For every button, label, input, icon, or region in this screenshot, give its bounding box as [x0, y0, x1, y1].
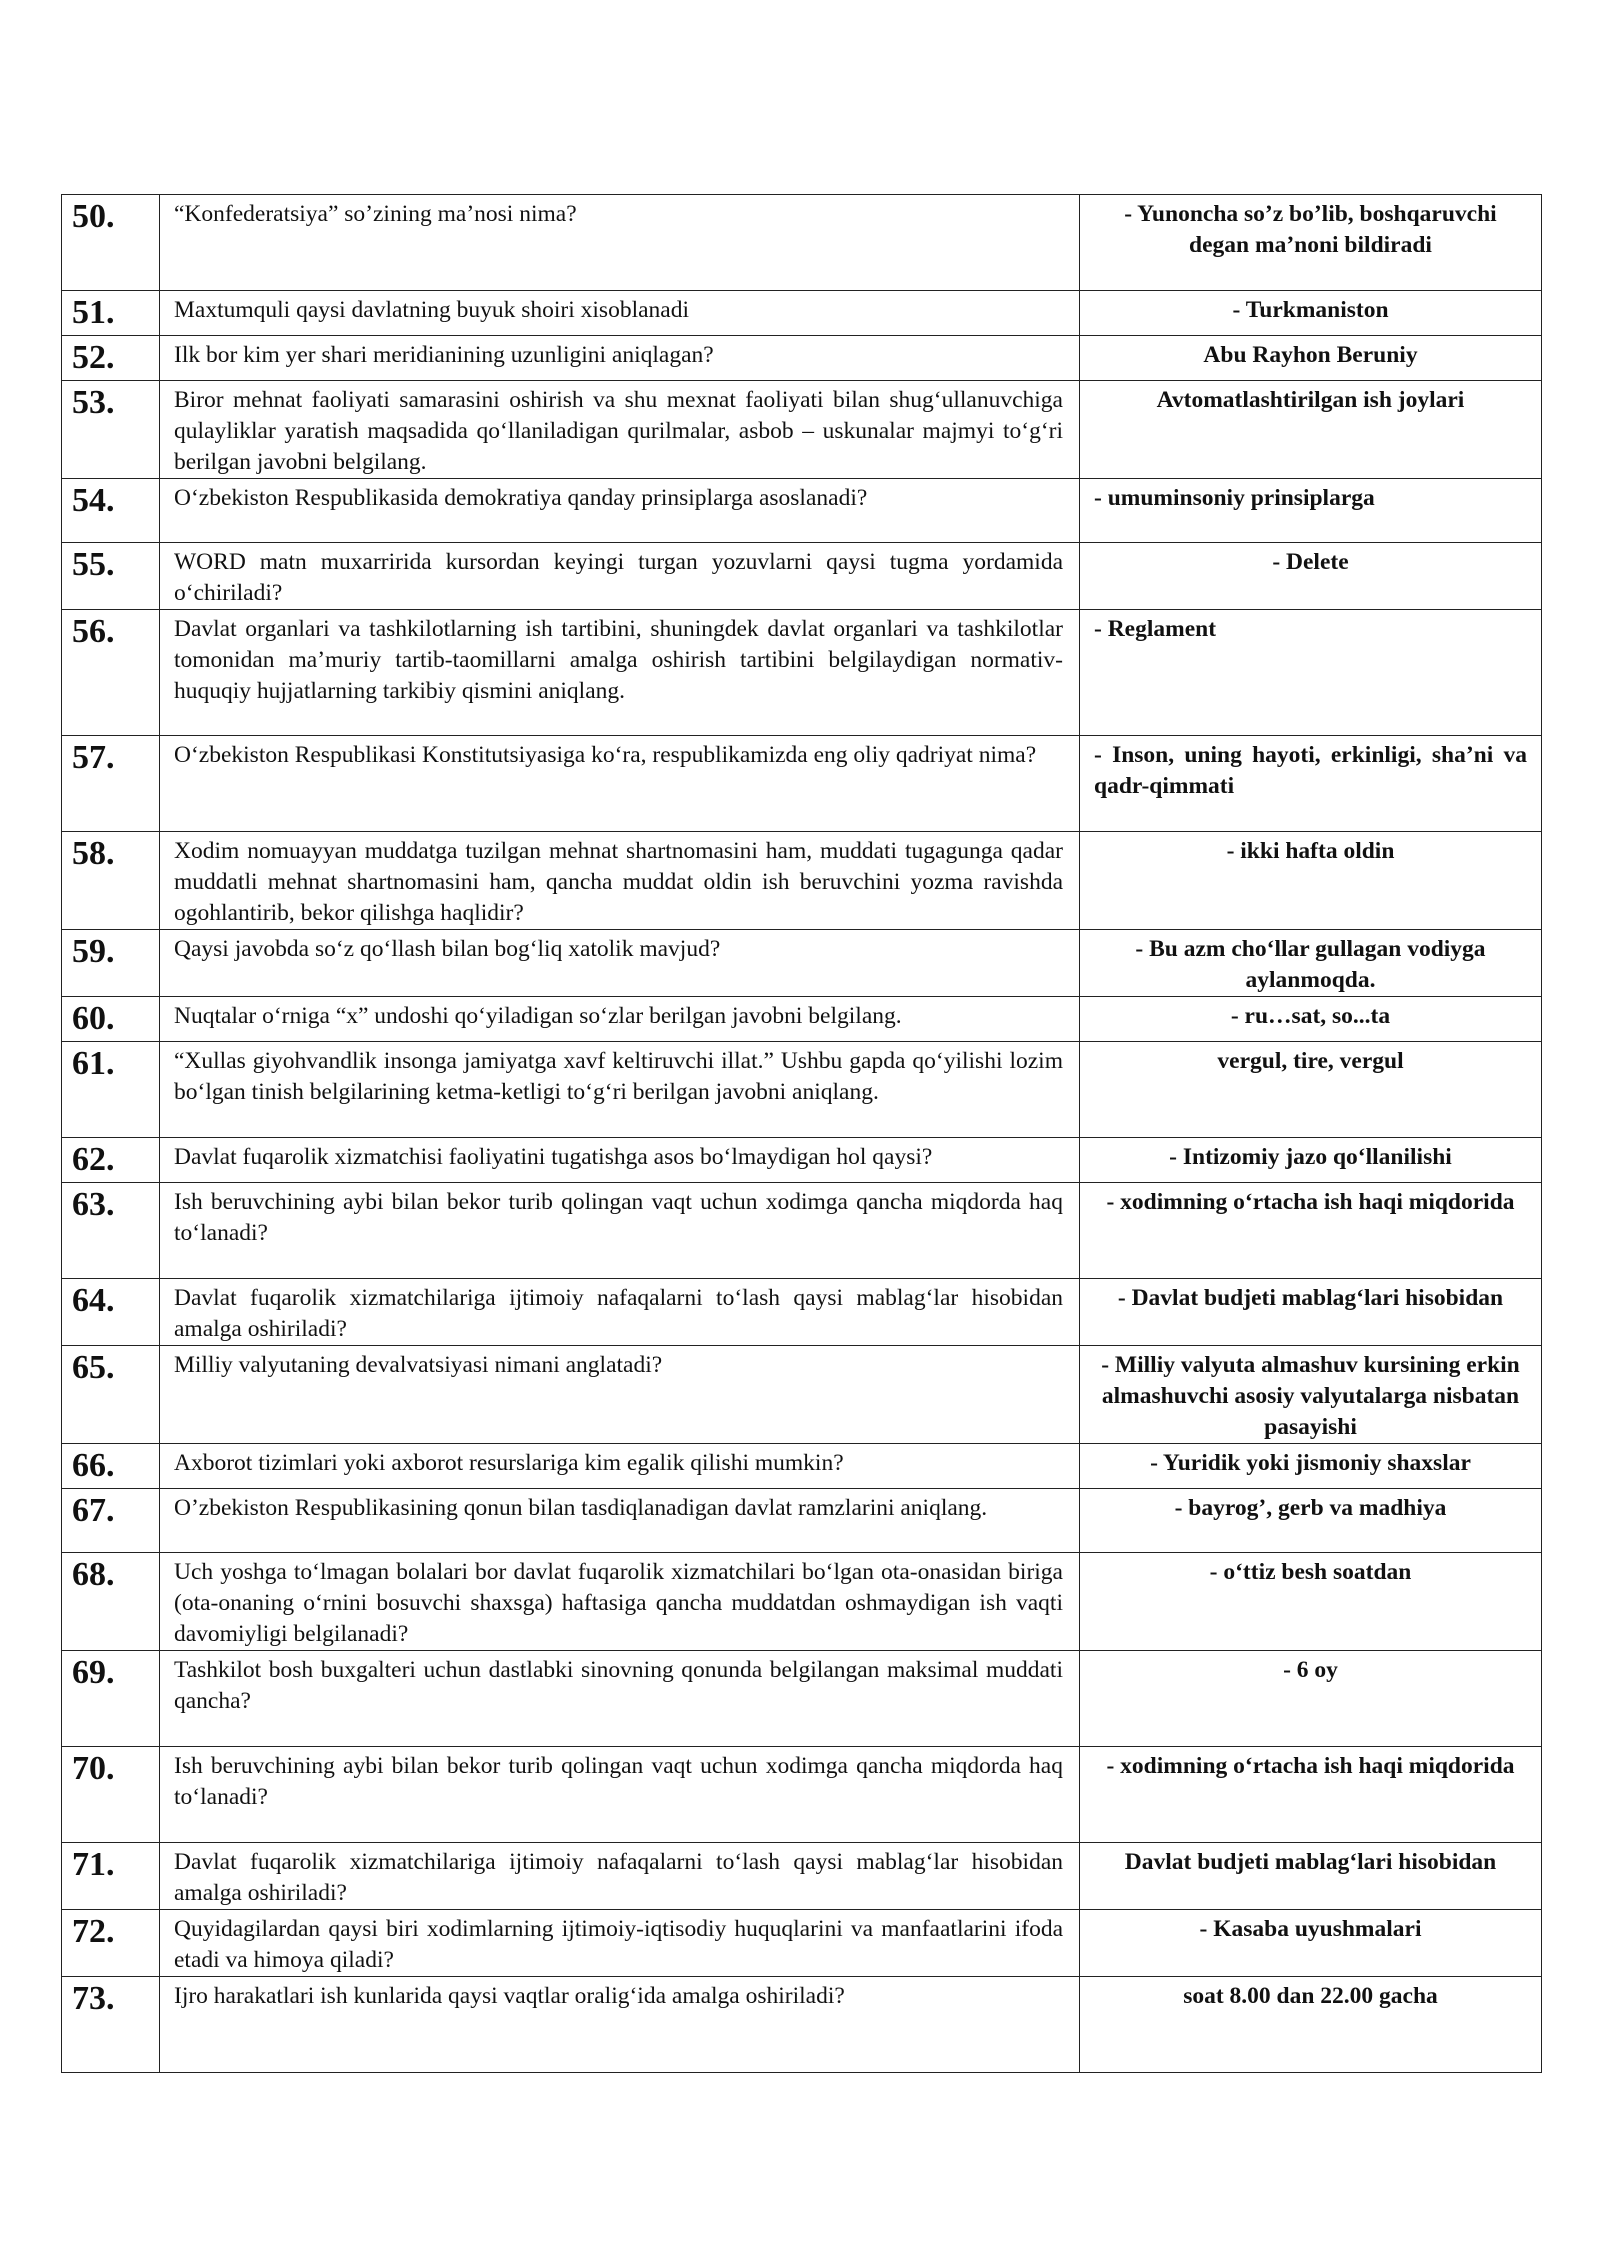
table-row	[62, 1346, 1542, 1444]
table-row	[62, 1042, 1542, 1138]
question-number: 51.	[62, 291, 160, 336]
question-number: 64.	[62, 1279, 160, 1346]
table-row	[62, 291, 1542, 336]
question-number: 56.	[62, 610, 160, 736]
table-row	[62, 832, 1542, 930]
question-text: Qaysi javobda so‘z qo‘llash bilan bog‘liq xatolik mavjud?	[160, 930, 1080, 997]
answer-text: - Inson, uning hayoti, erkinligi, sha’ni va qadr-qimmati	[1080, 736, 1542, 832]
question-text: Ish beruvchining aybi bilan bekor turib qolingan vaqt uchun xodimga qancha miqdorda haq to‘lanadi?	[160, 1747, 1080, 1843]
question-text: Davlat organlari va tashkilotlarning ish tartibini, shuningdek davlat organlari va tashkilotlar tomonidan ma’muriy tartib-taomillarni amalga oshirish tartibini belgilaydigan normativ-huquqiy hujjatlarning tarkibiy qismini aniqlang.	[160, 610, 1080, 736]
question-number: 53.	[62, 381, 160, 479]
answer-text: Davlat budjeti mablag‘lari hisobidan	[1080, 1843, 1542, 1910]
question-text: Milliy valyutaning devalvatsiyasi nimani anglatadi?	[160, 1346, 1080, 1444]
question-number: 52.	[62, 336, 160, 381]
question-text: Davlat fuqarolik xizmatchisi faoliyatini tugatishga asos bo‘lmaydigan hol qaysi?	[160, 1138, 1080, 1183]
answer-text: soat 8.00 dan 22.00 gacha	[1080, 1977, 1542, 2073]
question-number: 55.	[62, 543, 160, 610]
table-row	[62, 736, 1542, 832]
answer-text: - o‘ttiz besh soatdan	[1080, 1553, 1542, 1651]
table-row	[62, 610, 1542, 736]
question-number: 71.	[62, 1843, 160, 1910]
question-text: O’zbekiston Respublikasining qonun bilan tasdiqlanadigan davlat ramzlarini aniqlang.	[160, 1489, 1080, 1553]
answer-text: - Intizomiy jazo qo‘llanilishi	[1080, 1138, 1542, 1183]
answer-text: - Delete	[1080, 543, 1542, 610]
answer-text: - Turkmaniston	[1080, 291, 1542, 336]
answer-text: - xodimning o‘rtacha ish haqi miqdorida	[1080, 1183, 1542, 1279]
question-text: Uch yoshga to‘lmagan bolalari bor davlat fuqarolik xizmatchilari bo‘lgan ota-onasidan biriga (ota-onaning o‘rnini bosuvchi shaxsga) haftasiga qancha muddatdan oshmaydigan ish vaqti davomiyligi belgilanadi?	[160, 1553, 1080, 1651]
question-number: 61.	[62, 1042, 160, 1138]
question-text: Davlat fuqarolik xizmatchilariga ijtimoiy nafaqalarni to‘lash qaysi mablag‘lar hisobidan amalga oshiriladi?	[160, 1843, 1080, 1910]
table-row	[62, 381, 1542, 479]
question-text: “Xullas giyohvandlik insonga jamiyatga xavf keltiruvchi illat.” Ushbu gapda qo‘yilishi lozim bo‘lgan tinish belgilarining ketma-ketligi to‘g‘ri berilgan javobni aniqlang.	[160, 1042, 1080, 1138]
answer-text: - Kasaba uyushmalari	[1080, 1910, 1542, 1977]
answer-text: Abu Rayhon Beruniy	[1080, 336, 1542, 381]
question-text: “Konfederatsiya” so’zining ma’nosi nima?	[160, 195, 1080, 291]
table-row	[62, 1183, 1542, 1279]
table-row	[62, 997, 1542, 1042]
question-number: 73.	[62, 1977, 160, 2073]
question-text: Ijro harakatlari ish kunlarida qaysi vaqtlar oralig‘ida amalga oshiriladi?	[160, 1977, 1080, 2073]
table-row	[62, 1489, 1542, 1553]
qa-table-body	[62, 195, 1542, 2073]
answer-text: - ikki hafta oldin	[1080, 832, 1542, 930]
question-number: 70.	[62, 1747, 160, 1843]
answer-text: - Davlat budjeti mablag‘lari hisobidan	[1080, 1279, 1542, 1346]
question-text: Axborot tizimlari yoki axborot resurslariga kim egalik qilishi mumkin?	[160, 1444, 1080, 1489]
question-text: WORD matn muxarririda kursordan keyingi turgan yozuvlarni qaysi tugma yordamida o‘chiriladi?	[160, 543, 1080, 610]
question-text: Ish beruvchining aybi bilan bekor turib qolingan vaqt uchun xodimga qancha miqdorda haq to‘lanadi?	[160, 1183, 1080, 1279]
question-number: 60.	[62, 997, 160, 1042]
table-row	[62, 543, 1542, 610]
question-number: 62.	[62, 1138, 160, 1183]
question-text: Maxtumquli qaysi davlatning buyuk shoiri xisoblanadi	[160, 291, 1080, 336]
answer-text: - Yunoncha so’z bo’lib, boshqaruvchi degan ma’noni bildiradi	[1080, 195, 1542, 291]
table-row	[62, 195, 1542, 291]
question-number: 58.	[62, 832, 160, 930]
question-text: Tashkilot bosh buxgalteri uchun dastlabki sinovning qonunda belgilangan maksimal muddati qancha?	[160, 1651, 1080, 1747]
question-text: Xodim nomuayyan muddatga tuzilgan mehnat shartnomasini ham, muddati tugagunga qadar muddatli mehnat shartnomasini ham, qancha muddat oldin ish beruvchini yozma ravishda ogohlantirib, bekor qilishga haqlidir?	[160, 832, 1080, 930]
question-number: 57.	[62, 736, 160, 832]
table-row	[62, 1977, 1542, 2073]
table-row	[62, 1553, 1542, 1651]
table-row	[62, 1910, 1542, 1977]
answer-text: Avtomatlashtirilgan ish joylari	[1080, 381, 1542, 479]
question-number: 54.	[62, 479, 160, 543]
table-row	[62, 1444, 1542, 1489]
answer-text: - Bu azm cho‘llar gullagan vodiyga aylanmoqda.	[1080, 930, 1542, 997]
question-number: 67.	[62, 1489, 160, 1553]
question-number: 72.	[62, 1910, 160, 1977]
question-number: 66.	[62, 1444, 160, 1489]
answer-text: - ru…sat, so...ta	[1080, 997, 1542, 1042]
question-text: O‘zbekiston Respublikasida demokratiya qanday prinsiplarga asoslanadi?	[160, 479, 1080, 543]
answer-text: - umuminsoniy prinsiplarga	[1080, 479, 1542, 543]
question-number: 59.	[62, 930, 160, 997]
qa-table	[61, 194, 1542, 2073]
table-row	[62, 1138, 1542, 1183]
question-number: 69.	[62, 1651, 160, 1747]
question-number: 63.	[62, 1183, 160, 1279]
answer-text: - Reglament	[1080, 610, 1542, 736]
question-text: Ilk bor kim yer shari meridianining uzunligini aniqlagan?	[160, 336, 1080, 381]
table-row	[62, 479, 1542, 543]
question-text: O‘zbekiston Respublikasi Konstitutsiyasiga ko‘ra, respublikamizda eng oliy qadriyat nima?	[160, 736, 1080, 832]
answer-text: - xodimning o‘rtacha ish haqi miqdorida	[1080, 1747, 1542, 1843]
answer-text: - Milliy valyuta almashuv kursining erkin almashuvchi asosiy valyutalarga nisbatan pasayishi	[1080, 1346, 1542, 1444]
table-row	[62, 930, 1542, 997]
table-row	[62, 1747, 1542, 1843]
table-row	[62, 1843, 1542, 1910]
question-number: 68.	[62, 1553, 160, 1651]
table-row	[62, 1651, 1542, 1747]
table-row	[62, 336, 1542, 381]
question-text: Quyidagilardan qaysi biri xodimlarning ijtimoiy-iqtisodiy huquqlarini va manfaatlarini ifoda etadi va himoya qiladi?	[160, 1910, 1080, 1977]
question-number: 50.	[62, 195, 160, 291]
answer-text: vergul, tire, vergul	[1080, 1042, 1542, 1138]
table-row	[62, 1279, 1542, 1346]
answer-text: - 6 oy	[1080, 1651, 1542, 1747]
question-number: 65.	[62, 1346, 160, 1444]
answer-text: - bayrog’, gerb va madhiya	[1080, 1489, 1542, 1553]
question-text: Biror mehnat faoliyati samarasini oshirish va shu mexnat faoliyati bilan shug‘ullanuvchiga qulayliklar yaratish maqsadida qo‘llaniladigan qurilmalar, asbob – uskunalar majmyi to‘g‘ri berilgan javobni belgilang.	[160, 381, 1080, 479]
question-text: Davlat fuqarolik xizmatchilariga ijtimoiy nafaqalarni to‘lash qaysi mablag‘lar hisobidan amalga oshiriladi?	[160, 1279, 1080, 1346]
answer-text: - Yuridik yoki jismoniy shaxslar	[1080, 1444, 1542, 1489]
question-text: Nuqtalar o‘rniga “x” undoshi qo‘yiladigan so‘zlar berilgan javobni belgilang.	[160, 997, 1080, 1042]
